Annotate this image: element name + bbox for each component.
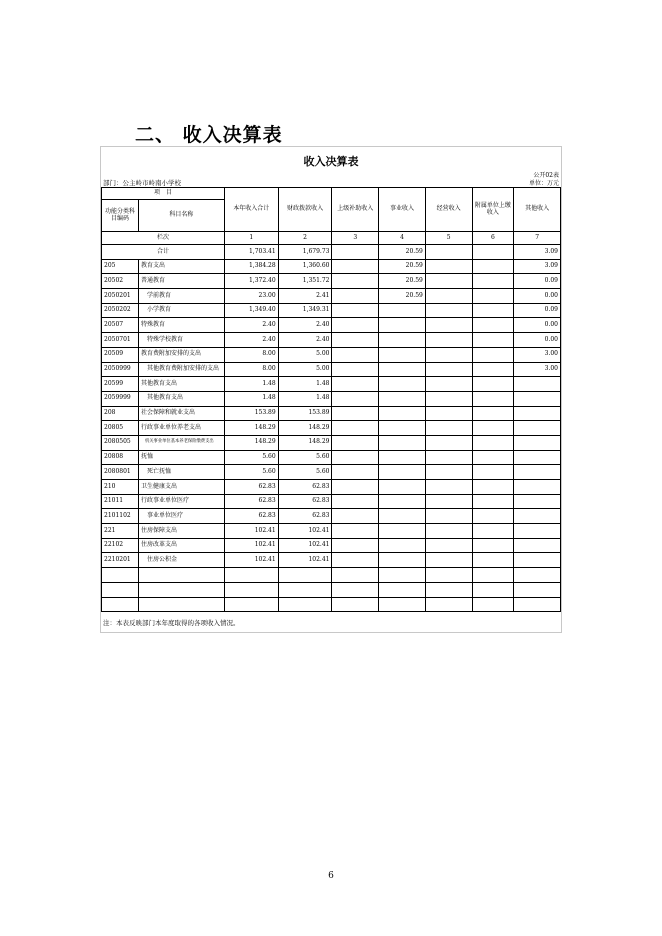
value-cell [472, 362, 514, 377]
table-row [102, 435, 561, 450]
empty-cell [332, 582, 379, 597]
empty-cell [425, 568, 472, 583]
value-cell: 102.41 [224, 524, 278, 539]
table-row [102, 509, 561, 524]
subject-name: 普通教育 [138, 274, 224, 289]
department-label: 部门：公主岭市岭南小学校 [103, 179, 181, 187]
value-cell: 62.83 [278, 509, 332, 524]
value-cell: 102.41 [278, 524, 332, 539]
value-cell [379, 347, 426, 362]
value-cell [332, 553, 379, 568]
value-cell: 20.59 [379, 274, 426, 289]
table-row [102, 318, 561, 333]
value-cell [379, 450, 426, 465]
value-cell [514, 480, 561, 495]
empty-row [102, 582, 561, 597]
value-cell [332, 391, 379, 406]
table-code: 公开02表 [533, 172, 559, 179]
value-cell [425, 553, 472, 568]
value-cell [425, 538, 472, 553]
value-cell [332, 450, 379, 465]
subject-code: 20808 [102, 450, 139, 465]
value-cell [472, 406, 514, 421]
empty-cell [379, 582, 426, 597]
value-cell: 8.00 [224, 362, 278, 377]
value-cell [472, 494, 514, 509]
value-cell [425, 494, 472, 509]
empty-cell [472, 582, 514, 597]
value-cell: 153.89 [224, 406, 278, 421]
value-cell: 1.48 [278, 377, 332, 392]
subject-name: 特殊学校教育 [138, 333, 224, 348]
value-cell [472, 524, 514, 539]
subject-name: 抚恤 [138, 450, 224, 465]
value-cell: 8.00 [224, 347, 278, 362]
table-row [102, 274, 561, 289]
subject-name: 机关事业单位基本养老保险缴费支出 [138, 435, 224, 450]
empty-cell [224, 597, 278, 612]
value-cell: 20.59 [379, 289, 426, 304]
value-cell [425, 509, 472, 524]
page-number: 6 [328, 871, 334, 881]
value-cell [425, 362, 472, 377]
value-cell [425, 435, 472, 450]
value-cell: 102.41 [278, 553, 332, 568]
empty-cell [102, 568, 139, 583]
empty-cell [138, 582, 224, 597]
header-col-7: 其他收入 [514, 188, 561, 232]
value-cell: 2.40 [224, 318, 278, 333]
table-row [102, 524, 561, 539]
total-cell: 1,703.41 [224, 245, 278, 260]
total-cell: 3.09 [514, 245, 561, 260]
value-cell [332, 494, 379, 509]
empty-cell [278, 597, 332, 612]
value-cell: 62.83 [224, 509, 278, 524]
subject-name: 卫生健康支出 [138, 480, 224, 495]
table-row [102, 480, 561, 495]
section-heading: 二、 收入决算表 [135, 124, 283, 146]
empty-cell [425, 597, 472, 612]
value-cell [514, 465, 561, 480]
value-cell: 1,351.72 [278, 274, 332, 289]
value-cell: 102.41 [224, 538, 278, 553]
value-cell [379, 406, 426, 421]
subject-name: 学前教育 [138, 289, 224, 304]
total-label: 合计 [102, 245, 225, 260]
value-cell: 148.29 [278, 435, 332, 450]
total-cell [425, 245, 472, 260]
table-row [102, 450, 561, 465]
value-cell [332, 303, 379, 318]
value-cell [332, 333, 379, 348]
value-cell [472, 465, 514, 480]
subject-name: 死亡抚恤 [138, 465, 224, 480]
value-cell [332, 274, 379, 289]
empty-cell [224, 568, 278, 583]
col-num: 2 [278, 232, 332, 245]
value-cell: 148.29 [278, 421, 332, 436]
subject-code: 20507 [102, 318, 139, 333]
total-cell: 20.59 [379, 245, 426, 260]
value-cell: 1,349.40 [224, 303, 278, 318]
value-cell [379, 377, 426, 392]
value-cell [472, 538, 514, 553]
value-cell [379, 318, 426, 333]
value-cell [425, 259, 472, 274]
empty-cell [278, 568, 332, 583]
value-cell [332, 421, 379, 436]
row-label: 栏次 [102, 232, 225, 245]
value-cell [472, 391, 514, 406]
subject-code: 20509 [102, 347, 139, 362]
value-cell [514, 524, 561, 539]
subject-name: 住房改革支出 [138, 538, 224, 553]
value-cell: 3.00 [514, 362, 561, 377]
value-cell [332, 347, 379, 362]
value-cell [472, 274, 514, 289]
empty-cell [102, 582, 139, 597]
empty-cell [514, 597, 561, 612]
value-cell [332, 538, 379, 553]
empty-cell [472, 568, 514, 583]
value-cell: 2.40 [278, 333, 332, 348]
value-cell [425, 274, 472, 289]
value-cell [332, 406, 379, 421]
table-row [102, 303, 561, 318]
value-cell: 5.00 [278, 362, 332, 377]
table-row [102, 538, 561, 553]
value-cell: 62.83 [278, 494, 332, 509]
value-cell [514, 509, 561, 524]
value-cell [425, 289, 472, 304]
subject-name: 行政事业单位医疗 [138, 494, 224, 509]
header-func-code: 功能分类科目编码 [102, 200, 139, 232]
subject-code: 2080505 [102, 435, 139, 450]
table-row [102, 553, 561, 568]
value-cell: 0.09 [514, 274, 561, 289]
subject-name: 事业单位医疗 [138, 509, 224, 524]
value-cell [425, 406, 472, 421]
value-cell: 20.59 [379, 259, 426, 274]
table-row [102, 391, 561, 406]
value-cell [379, 303, 426, 318]
value-cell: 2.40 [224, 333, 278, 348]
subject-name: 教育支出 [138, 259, 224, 274]
value-cell [472, 347, 514, 362]
col-num: 6 [472, 232, 514, 245]
subject-name: 其他教育支出 [138, 391, 224, 406]
value-cell: 1.48 [224, 391, 278, 406]
value-cell [425, 450, 472, 465]
table-row [102, 289, 561, 304]
value-cell: 5.60 [224, 450, 278, 465]
subject-code: 210 [102, 480, 139, 495]
header-col-4: 事业收入 [379, 188, 426, 232]
header-col-3: 上级补助收入 [332, 188, 379, 232]
value-cell [472, 259, 514, 274]
value-cell [472, 377, 514, 392]
table-row [102, 465, 561, 480]
subject-code: 2050999 [102, 362, 139, 377]
value-cell [379, 391, 426, 406]
value-cell [514, 406, 561, 421]
value-cell [472, 318, 514, 333]
value-cell: 1.48 [224, 377, 278, 392]
table-row [102, 347, 561, 362]
subject-code: 2050701 [102, 333, 139, 348]
empty-cell [138, 568, 224, 583]
empty-cell [514, 568, 561, 583]
table-row [102, 406, 561, 421]
value-cell [332, 465, 379, 480]
empty-cell [379, 597, 426, 612]
empty-cell [224, 582, 278, 597]
subject-code: 2050201 [102, 289, 139, 304]
value-cell [472, 480, 514, 495]
empty-cell [379, 568, 426, 583]
value-cell [379, 553, 426, 568]
subject-name: 行政事业单位养老支出 [138, 421, 224, 436]
header-col-6: 附属单位上缴收入 [472, 188, 514, 232]
subject-name: 住房保障支出 [138, 524, 224, 539]
value-cell: 5.60 [278, 450, 332, 465]
subject-code: 205 [102, 259, 139, 274]
value-cell: 62.83 [278, 480, 332, 495]
value-cell: 0.00 [514, 318, 561, 333]
subject-name: 住房公积金 [138, 553, 224, 568]
value-cell: 62.83 [224, 494, 278, 509]
value-cell [425, 318, 472, 333]
col-num: 4 [379, 232, 426, 245]
total-cell [472, 245, 514, 260]
value-cell [514, 494, 561, 509]
value-cell [379, 494, 426, 509]
table-row [102, 362, 561, 377]
value-cell: 62.83 [224, 480, 278, 495]
value-cell [425, 421, 472, 436]
value-cell: 148.29 [224, 421, 278, 436]
subject-code: 22102 [102, 538, 139, 553]
value-cell [332, 259, 379, 274]
empty-cell [102, 597, 139, 612]
value-cell: 102.41 [224, 553, 278, 568]
value-cell: 23.00 [224, 289, 278, 304]
total-cell [332, 245, 379, 260]
unit-label: 单位：万元 [528, 180, 559, 187]
subject-code: 208 [102, 406, 139, 421]
subject-code: 20502 [102, 274, 139, 289]
table-row [102, 421, 561, 436]
subject-code: 2050202 [102, 303, 139, 318]
value-cell [514, 538, 561, 553]
subject-code: 221 [102, 524, 139, 539]
value-cell [472, 450, 514, 465]
value-cell [472, 553, 514, 568]
empty-row [102, 568, 561, 583]
value-cell: 0.09 [514, 303, 561, 318]
value-cell [472, 289, 514, 304]
value-cell [332, 289, 379, 304]
subject-name: 教育费附加安排的支出 [138, 347, 224, 362]
value-cell [472, 509, 514, 524]
value-cell [425, 303, 472, 318]
value-cell [425, 347, 472, 362]
value-cell [425, 391, 472, 406]
income-statement-sheet [100, 146, 562, 633]
total-row [102, 245, 561, 260]
header-item: 项 目 [102, 188, 225, 200]
subject-code: 2210201 [102, 553, 139, 568]
value-cell [332, 480, 379, 495]
value-cell: 0.00 [514, 289, 561, 304]
empty-cell [332, 597, 379, 612]
empty-row [102, 597, 561, 612]
value-cell [514, 391, 561, 406]
value-cell: 3.00 [514, 347, 561, 362]
value-cell: 1,384.28 [224, 259, 278, 274]
empty-cell [278, 582, 332, 597]
value-cell [425, 465, 472, 480]
value-cell: 1,349.31 [278, 303, 332, 318]
value-cell [472, 303, 514, 318]
value-cell [332, 362, 379, 377]
value-cell: 3.09 [514, 259, 561, 274]
value-cell [332, 524, 379, 539]
value-cell: 5.00 [278, 347, 332, 362]
value-cell [514, 421, 561, 436]
value-cell [379, 524, 426, 539]
value-cell [379, 333, 426, 348]
value-cell [472, 421, 514, 436]
table-row [102, 259, 561, 274]
table-row [102, 494, 561, 509]
income-table [101, 187, 561, 612]
value-cell [379, 465, 426, 480]
table-title: 收入决算表 [303, 155, 359, 168]
value-cell [514, 553, 561, 568]
value-cell [379, 421, 426, 436]
empty-cell [514, 582, 561, 597]
value-cell [332, 435, 379, 450]
subject-name: 其他教育支出 [138, 377, 224, 392]
value-cell [332, 377, 379, 392]
table-row [102, 377, 561, 392]
value-cell: 102.41 [278, 538, 332, 553]
value-cell [379, 538, 426, 553]
empty-cell [138, 597, 224, 612]
value-cell: 148.29 [224, 435, 278, 450]
col-num: 7 [514, 232, 561, 245]
value-cell [425, 480, 472, 495]
value-cell [379, 435, 426, 450]
value-cell [332, 318, 379, 333]
header-col-5: 经营收入 [425, 188, 472, 232]
value-cell [379, 480, 426, 495]
col-num: 1 [224, 232, 278, 245]
subject-code: 2080801 [102, 465, 139, 480]
value-cell [332, 509, 379, 524]
header-subject-name: 科目名称 [138, 200, 224, 232]
value-cell: 153.89 [278, 406, 332, 421]
subject-code: 20805 [102, 421, 139, 436]
table-row [102, 333, 561, 348]
header-col-2: 财政拨款收入 [278, 188, 332, 232]
value-cell [379, 509, 426, 524]
subject-code: 20599 [102, 377, 139, 392]
value-cell [425, 377, 472, 392]
value-cell [514, 450, 561, 465]
value-cell: 2.41 [278, 289, 332, 304]
value-cell: 5.60 [278, 465, 332, 480]
header-col-1: 本年收入合计 [224, 188, 278, 232]
subject-name: 其他教育费附加安排的支出 [138, 362, 224, 377]
empty-cell [332, 568, 379, 583]
empty-cell [425, 582, 472, 597]
table-note: 注：本表反映部门本年度取得的各项收入情况。 [103, 619, 240, 627]
col-num: 3 [332, 232, 379, 245]
value-cell [425, 333, 472, 348]
subject-name: 小学教育 [138, 303, 224, 318]
col-num: 5 [425, 232, 472, 245]
subject-name: 社会保障和就业支出 [138, 406, 224, 421]
value-cell [514, 435, 561, 450]
value-cell [379, 362, 426, 377]
value-cell: 1,360.60 [278, 259, 332, 274]
value-cell [425, 524, 472, 539]
value-cell [514, 377, 561, 392]
value-cell: 0.00 [514, 333, 561, 348]
value-cell [472, 435, 514, 450]
value-cell: 1,372.40 [224, 274, 278, 289]
subject-name: 特殊教育 [138, 318, 224, 333]
value-cell: 5.60 [224, 465, 278, 480]
value-cell [472, 333, 514, 348]
total-cell: 1,679.73 [278, 245, 332, 260]
subject-code: 2101102 [102, 509, 139, 524]
value-cell: 2.40 [278, 318, 332, 333]
subject-code: 2059999 [102, 391, 139, 406]
value-cell: 1.48 [278, 391, 332, 406]
empty-cell [472, 597, 514, 612]
subject-code: 21011 [102, 494, 139, 509]
